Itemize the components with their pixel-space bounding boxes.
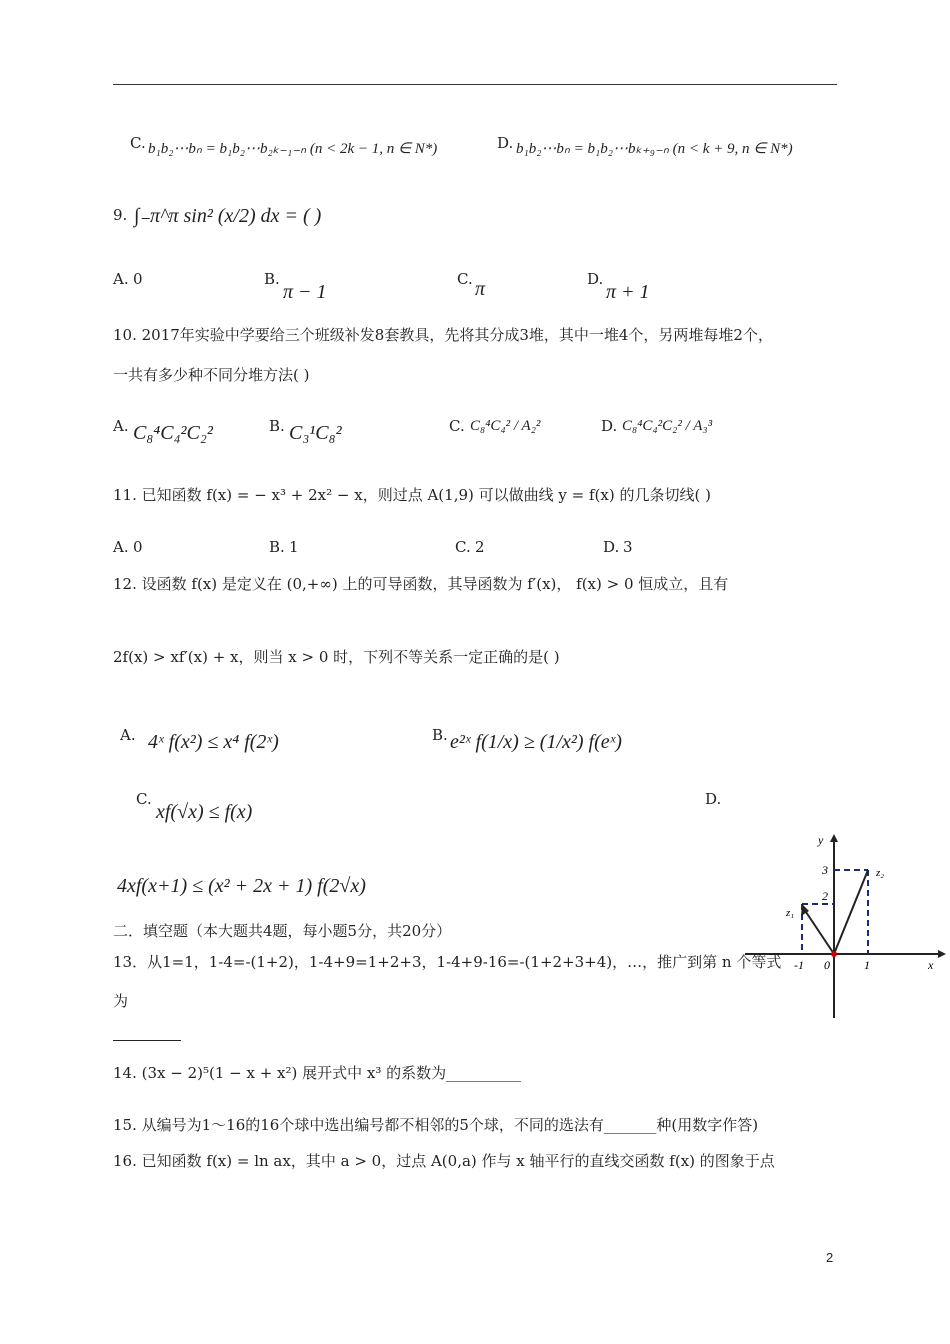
label-z2: z₂ — [876, 867, 885, 879]
q10-option-c: C₈⁴C₄² / A₂² — [470, 418, 541, 434]
q11-option-b: 1 — [289, 538, 299, 556]
q8-option-d: b₁b₂⋯bₙ = b₁b₂⋯bₖ₊₉₋ₙ (n < k + 9, n ∈ N*) — [516, 141, 793, 157]
x-axis-label: x — [928, 958, 934, 972]
q9-option-c-label: C. — [457, 270, 473, 288]
q11-option-d: 3 — [623, 538, 633, 556]
q9-expression: ∫₋π^π sin² (x/2) dx = ( ) — [134, 205, 322, 227]
q12-option-a: 4ˣ f(x²) ≤ x⁴ f(2ˣ) — [148, 731, 279, 753]
x-axis-arrow — [938, 950, 946, 958]
y-axis-label: y — [818, 833, 824, 847]
q10-line2: 一共有多少种不同分堆方法( ) — [113, 366, 310, 384]
header-rule — [113, 84, 837, 85]
q12-option-c-label: C. — [136, 790, 152, 808]
q9-option-b: π − 1 — [283, 281, 327, 303]
q12-option-b-label: B. — [432, 726, 448, 744]
q8-option-d-label: D. — [497, 134, 514, 152]
tick-label-neg1: -1 — [794, 958, 804, 972]
vector-z1 — [802, 906, 834, 954]
q10-option-c-label: C. — [449, 417, 465, 435]
q12-line2: 2f(x) > xf′(x) + x，则当 x > 0 时，下列不等关系一定正确的是( ) — [113, 648, 560, 666]
page-number: 2 — [826, 1250, 834, 1265]
q12-option-a-label: A. — [120, 726, 136, 744]
label-z1: z₁ — [786, 907, 795, 919]
q9-option-c: π — [475, 278, 486, 300]
q10-option-a-label: A. — [113, 417, 129, 435]
q10-line1: 10. 2017年实验中学要给三个班级补发8套教具，先将其分成3堆，其中一堆4个，另两堆每堆2个， — [113, 326, 773, 344]
origin-label: 0 — [824, 958, 830, 972]
q15-line: 15. 从编号为1～16的16个球中选出编号都不相邻的5个球，不同的选法有_______种(用数字作答) — [113, 1116, 759, 1134]
q16-line: 16. 已知函数 f(x) = ln ax，其中 a > 0，过点 A(0,a) 作与 x 轴平行的直线交函数 f(x) 的图象于点 — [113, 1152, 775, 1170]
complex-plane-figure — [740, 826, 950, 1026]
q10-option-d-label: D. — [601, 417, 618, 435]
q12-option-d-label: D. — [705, 790, 722, 808]
q9-option-d-label: D. — [587, 270, 604, 288]
q12-line1: 12. 设函数 f(x) 是定义在 (0,+∞) 上的可导函数，其导函数为 f′(x)， f(x) > 0 恒成立，且有 — [113, 575, 729, 593]
q12-option-b: e²ˣ f(1/x) ≥ (1/x²) f(eˣ) — [450, 731, 622, 753]
q11-option-a: 0 — [133, 538, 143, 556]
q14-line: 14. (3x − 2)⁵(1 − x + x²) 展开式中 x³ 的系数为__________ — [113, 1064, 522, 1082]
q8-option-c: b₁b₂⋯bₙ = b₁b₂⋯b₂ₖ₋₁₋ₙ (n < 2k − 1, n ∈ N*) — [148, 141, 438, 157]
tick-label-3: 3 — [822, 863, 828, 877]
q9-option-b-label: B. — [264, 270, 280, 288]
q13-line2: 为 — [113, 992, 129, 1010]
q11-option-a-label: A. — [113, 538, 129, 556]
q11-option-c-label: C. — [455, 538, 471, 556]
tick-label-2: 2 — [822, 889, 828, 903]
y-axis-arrow — [830, 834, 838, 842]
section-fill-in-title: 二．填空题（本大题共4题，每小题5分，共20分） — [113, 922, 452, 940]
q11-option-c: 2 — [475, 538, 485, 556]
q9-number: 9. — [113, 206, 128, 224]
vector-z2 — [834, 870, 868, 954]
q10-option-a: C₈⁴C₄²C₂² — [133, 422, 213, 444]
q13-answer-blank — [113, 1040, 181, 1041]
q12-option-c: xf(√x) ≤ f(x) — [156, 801, 253, 823]
q9-option-a-label: A. — [113, 270, 129, 288]
q8-option-c-label: C. — [130, 134, 146, 152]
q9-option-d: π + 1 — [606, 281, 650, 303]
q10-option-d: C₈⁴C₄²C₂² / A₃³ — [622, 418, 713, 434]
origin-point — [831, 951, 837, 957]
q11-option-d-label: D. — [603, 538, 620, 556]
q13-line1: 13．从1=1，1-4=-(1+2)，1-4+9=1+2+3，1-4+9-16=-(1+2+3+4)，…，推广到第 n 个等式 — [113, 953, 782, 971]
q12-option-d: 4xf(x+1) ≤ (x² + 2x + 1) f(2√x) — [117, 875, 366, 897]
q10-option-b: C₃¹C₈² — [289, 422, 342, 444]
q10-option-b-label: B. — [269, 417, 285, 435]
q11-line: 11. 已知函数 f(x) = − x³ + 2x² − x，则过点 A(1,9) 可以做曲线 y = f(x) 的几条切线( ) — [113, 486, 711, 504]
q9-option-a: 0 — [133, 270, 143, 288]
tick-label-1: 1 — [864, 958, 870, 972]
q11-option-b-label: B. — [269, 538, 285, 556]
